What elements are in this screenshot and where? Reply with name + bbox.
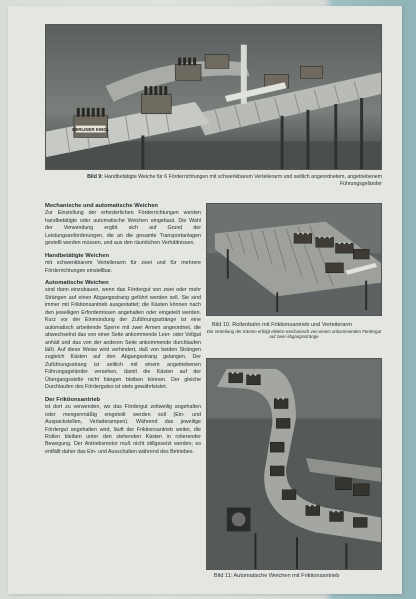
section-body: Zur Einstellung der erforderlichen Förderrichtungen werden handbetätigte oder automatische Weichen eingebaut. Die Wahl der Verwendung ergibt sich auf Grund der Leistungsanforderungen, die an die gesamte Transportanlagen gestellt werden müssen, und aus den räumlichen Verhältnissen. [45,210,201,247]
section-body: mit schwenkbarem Verteilerarm für zwei und für mehrere Förderrichtungen einstellbar. [45,260,201,274]
section-body: sind dann einzubauen, wenn das Fördergut von zwei oder mehr Strängen auf einen Abgangsstrang geführt werden soll. Sie sind immer mit Friktionsantrieb ausgestattet; die Kästen können nach den jeweiligen Erfordernissen angehalten oder eingeteilt werden. Kurz vor der Einmündung der Zuführungsstränge ist eine automatisch arbeitende Sperre mit zwei Armen angeordnet, die abwechselnd das von einer Seite ankommende Leer- oder Vollgut anhält und das von der anderen Seite ankommende durchlaufen läßt. Auf diese Weise wird verhindert, daß von beiden Strängen zugleich Kästen auf den Abgangsstrang gelangen. Der Zuführungsstrang ist seitlich mit einem angetriebenen Führungsgeländer versehen, damit die Kästen auf der Übergangsstelle nicht hängen bleiben können. Der gleiche Durchlaufen des Fördergutes ist stets gewährleistet. [45,287,201,391]
section-heading: Der Friktionsantrieb [45,396,101,403]
figure-11-photo [206,358,382,570]
section-body: ist dort zu verwenden, wo das Fördergut zeitweilig angehalten oder mengenmäßig eingeteilt werden soll (Ein- und Auspackstellen, Verladerampen). Während das jeweilige Fördergut angehalten wird, läuft der Friktionsantrieb weiter, die Rollen bleiben unter den stehenden Kästen in rotierender Bewegung. Der Antriebsmotor muß nicht stillgesetzt werden; es entfällt daher das Ein- und Ausschalten während des Betriebes. [45,404,201,455]
figure-9-caption-text: Handbetätigte Weiche für 6 Förderrichtungen mit schwenkbarem Verteilerarm und seitlich angeordnetem, angetriebenem Führungsgeländer [104,174,382,187]
section-heading: Automatische Weichen [45,279,109,286]
figure-10-photo [206,203,382,316]
section-heading: Mechanische und automatische Weichen [45,203,158,209]
body-text-column [45,203,201,456]
crate-label: BERLINER KINDL [72,127,110,133]
figure-10-caption: Bild 10. Rollenbahn mit Friktionsantrieb und Verteilerarm [212,322,352,328]
figure-9-photo [45,24,382,170]
figure-9-caption-lead: Bild 9: [87,174,103,180]
figure-9-caption [56,174,382,187]
figure-10-subcaption: Die Verteilung der Kästen erfolgt elektro-mechanisch von einem ankommenden Fördergut auf zwei Abgangsstränge [206,329,382,340]
section-heading: Handbetätigte Weichen [45,252,109,259]
figure-11-caption: Bild 11: Automatische Weichen mit Friktionsantrieb [214,573,340,579]
